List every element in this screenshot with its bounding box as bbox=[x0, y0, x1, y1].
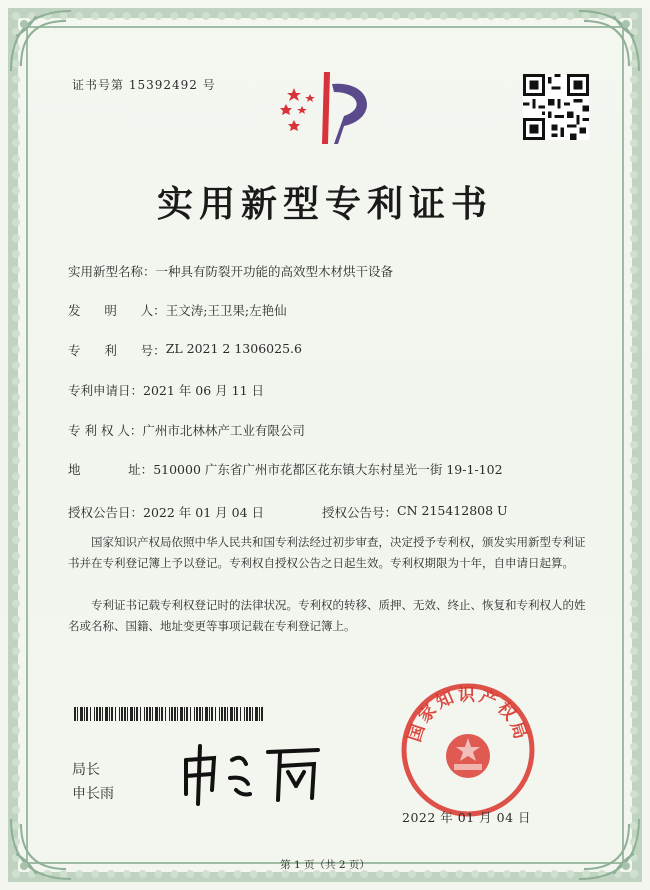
cert-no-suffix: 号 bbox=[202, 78, 216, 92]
cnipa-logo-icon bbox=[272, 66, 382, 150]
statement-paragraph-2: 专利证书记载专利权登记时的法律状况。专利权的转移、质押、无效、终止、恢复和专利权人的姓名或名称、国籍、地址变更等事项记载在专利登记簿上。 bbox=[68, 598, 586, 633]
director-title: 局长 bbox=[72, 762, 100, 778]
cert-no-label: 证书号第 bbox=[72, 78, 125, 92]
official-seal-icon bbox=[398, 680, 538, 820]
field-filing-date: 专利申请日： 2021 年 06 月 11 日 bbox=[68, 383, 265, 398]
corner-ornament-icon bbox=[574, 6, 644, 76]
field-grant-date: 授权公告日： 2022 年 01 月 04 日 bbox=[68, 505, 265, 520]
field-utility-name: 实用新型名称： 一种具有防裂开功能的高效型木材烘干设备 bbox=[68, 264, 394, 279]
certificate-title: 实用新型专利证书 bbox=[156, 183, 493, 225]
cert-no-value: 15392492 bbox=[128, 78, 198, 92]
corner-ornament-icon bbox=[6, 6, 76, 76]
corner-ornament-icon bbox=[574, 814, 644, 884]
certificate-number bbox=[72, 76, 216, 93]
field-address: 地 址： 510000 广东省广州市花都区花东镇大东村星光一街 19-1-102 bbox=[68, 462, 503, 477]
field-inventor: 发 明 人： 王文涛;王卫果;左艳仙 bbox=[68, 303, 287, 318]
director-name: 申长雨 bbox=[72, 786, 114, 802]
barcode bbox=[74, 707, 264, 721]
page-number: 第 1 页（共 2 页） bbox=[280, 859, 370, 871]
seal-date: 2022 年 01 月 04 日 bbox=[402, 810, 531, 825]
seal-text: 国家知识产权局 bbox=[405, 685, 531, 745]
qr-code[interactable] bbox=[523, 74, 589, 140]
corner-ornament-icon bbox=[6, 814, 76, 884]
director-signature bbox=[176, 742, 326, 806]
director-block bbox=[72, 758, 114, 806]
field-grant-number: 授权公告号： CN 215412808 U bbox=[322, 503, 508, 520]
field-patent-number: 专 利 号： ZL 2021 2 1306025.6 bbox=[68, 341, 302, 358]
field-patentee: 专 利 权 人： 广州市北林林产工业有限公司 bbox=[68, 423, 305, 438]
statement-paragraph-1: 国家知识产权局依照中华人民共和国专利法经过初步审查，决定授予专利权，颁发实用新型专利证书并在专利登记簿上予以登记。专利权自授权公告之日起生效。专利权期限为十年，自申请日起算。 bbox=[68, 535, 586, 570]
